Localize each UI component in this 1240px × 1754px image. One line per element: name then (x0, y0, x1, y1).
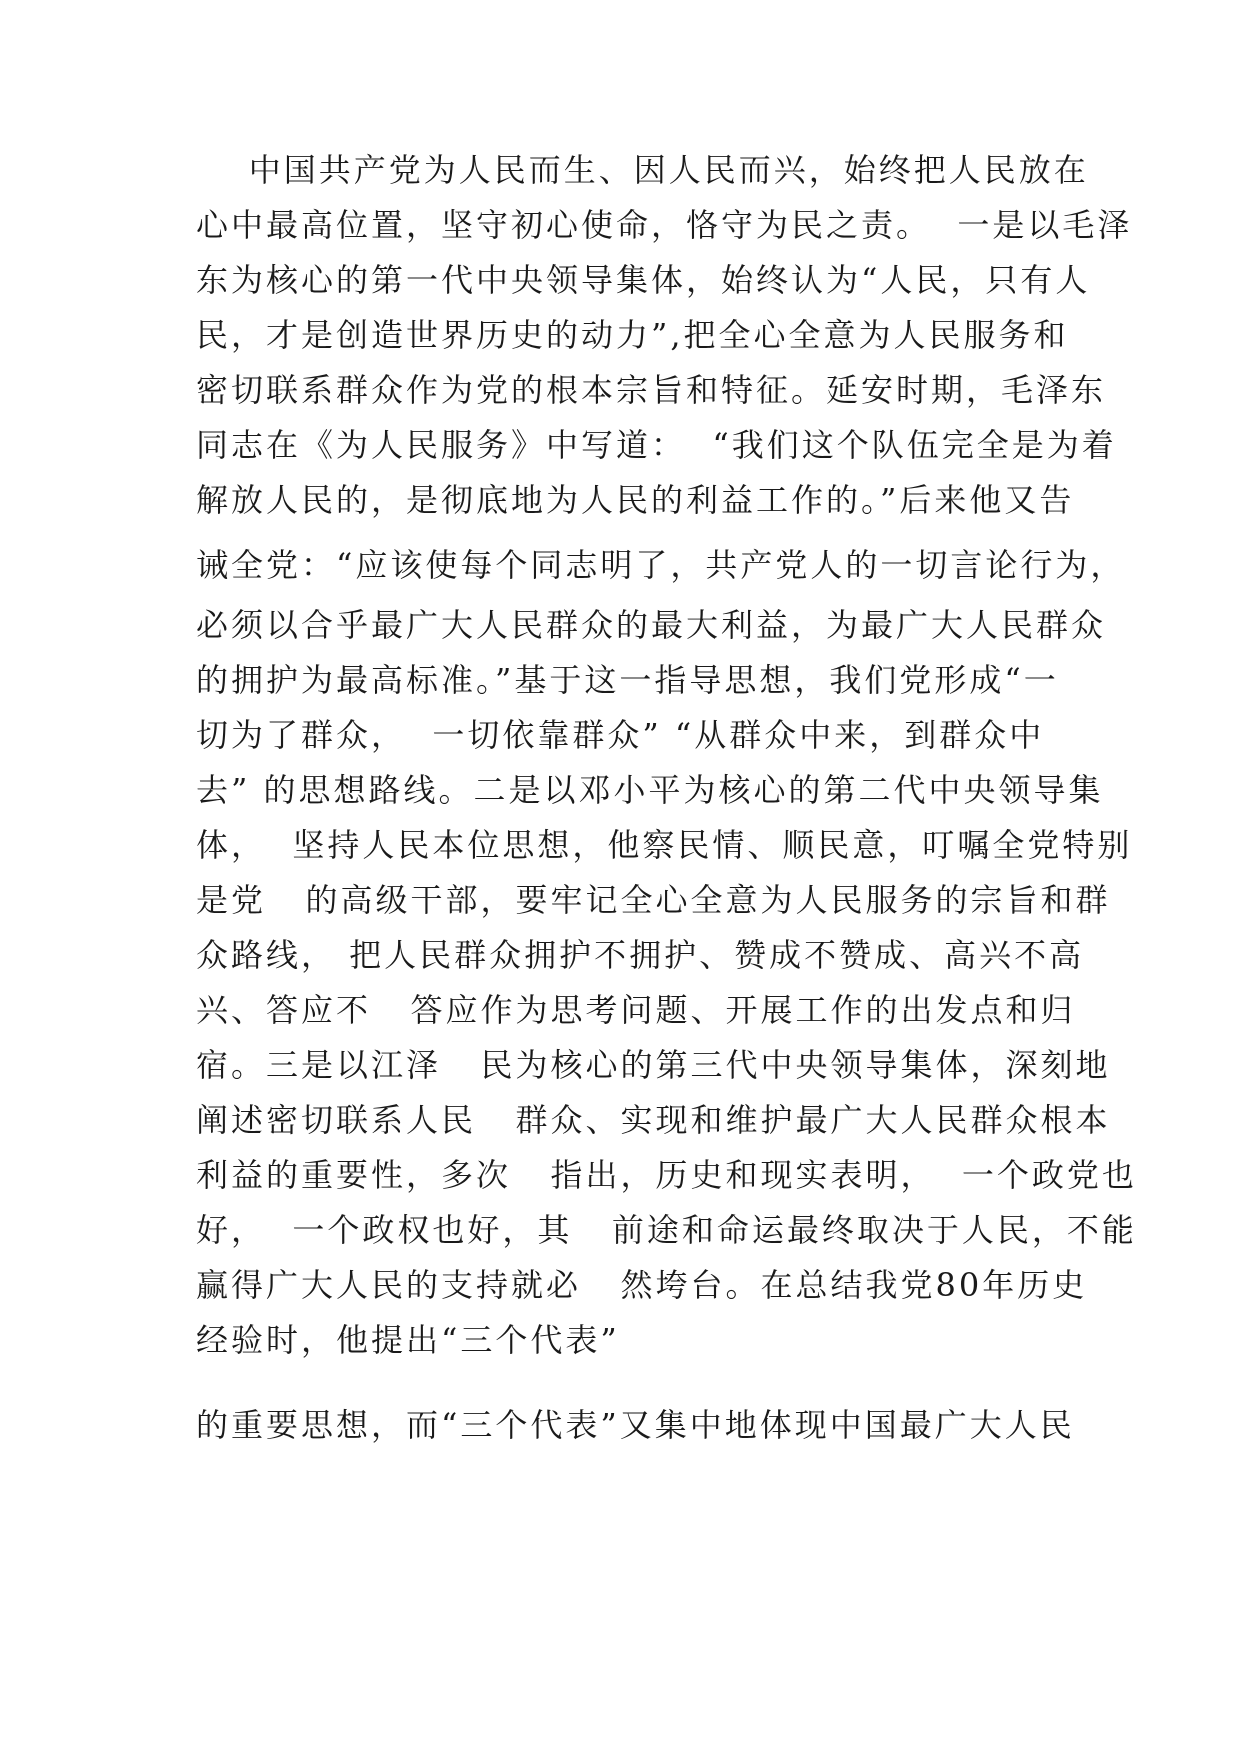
text-line: 心中最高位置，坚守初心使命，恪守为民之责。 一是以毛泽 (196, 206, 1133, 244)
text-line: 东为核心的第一代中央领导集体，始终认为“人民，只有人 (196, 261, 1091, 299)
text-line: 去” 的思想路线。二是以邓小平为核心的第二代中央领导集 (196, 771, 1104, 809)
text-line: 是党 的高级干部，要牢记全心全意为人民服务的宗旨和群 (196, 881, 1111, 919)
text-line: 好， 一个政权也好，其 前途和命运最终取决于人民，不能 (196, 1211, 1137, 1249)
text-line: 中国共产党为人民而生、因人民而兴，始终把人民放在 (196, 151, 1089, 189)
text-line: 的重要思想，而“三个代表”又集中地体现中国最广大人民 (196, 1406, 1075, 1444)
text-line: 兴、答应不 答应作为思考问题、开展工作的出发点和归 (196, 991, 1076, 1029)
text-line: 切为了群众， 一切依靠群众” “从群众中来，到群众中 (196, 716, 1045, 754)
text-line: 体， 坚持人民本位思想，他察民情、顺民意，叮嘱全党特别 (196, 826, 1133, 864)
text-line: 解放人民的，是彻底地为人民的利益工作的。”后来他又告 (196, 481, 1075, 519)
text-line: 的拥护为最高标准。”基于这一指导思想，我们党形成“一 (196, 661, 1059, 699)
text-line: 密切联系群众作为党的根本宗旨和特征。延安时期，毛泽东 (196, 371, 1107, 409)
text-line: 民，才是创造世界历史的动力”,把全心全意为人民服务和 (196, 316, 1069, 354)
text-line: 同志在《为人民服务》中写道： “我们这个队伍完全是为着 (196, 426, 1117, 464)
text-line: 赢得广大人民的支持就必 然垮台。在总结我党80年历史 (196, 1266, 1088, 1304)
text-line: 阐述密切联系人民 群众、实现和维护最广大人民群众根本 (196, 1101, 1111, 1139)
text-line: 利益的重要性，多次 指出，历史和现实表明， 一个政党也 (196, 1156, 1137, 1194)
text-line: 诫全党：“应该使每个同志明了，共产党人的一切言论行为， (196, 546, 1126, 584)
text-line: 众路线， 把人民群众拥护不拥护、赞成不赞成、高兴不高 (196, 936, 1085, 974)
text-line: 经验时，他提出“三个代表” (196, 1321, 620, 1359)
text-line: 必须以合乎最广大人民群众的最大利益，为最广大人民群众 (196, 606, 1107, 644)
text-line: 宿。三是以江泽 民为核心的第三代中央领导集体，深刻地 (196, 1046, 1111, 1084)
